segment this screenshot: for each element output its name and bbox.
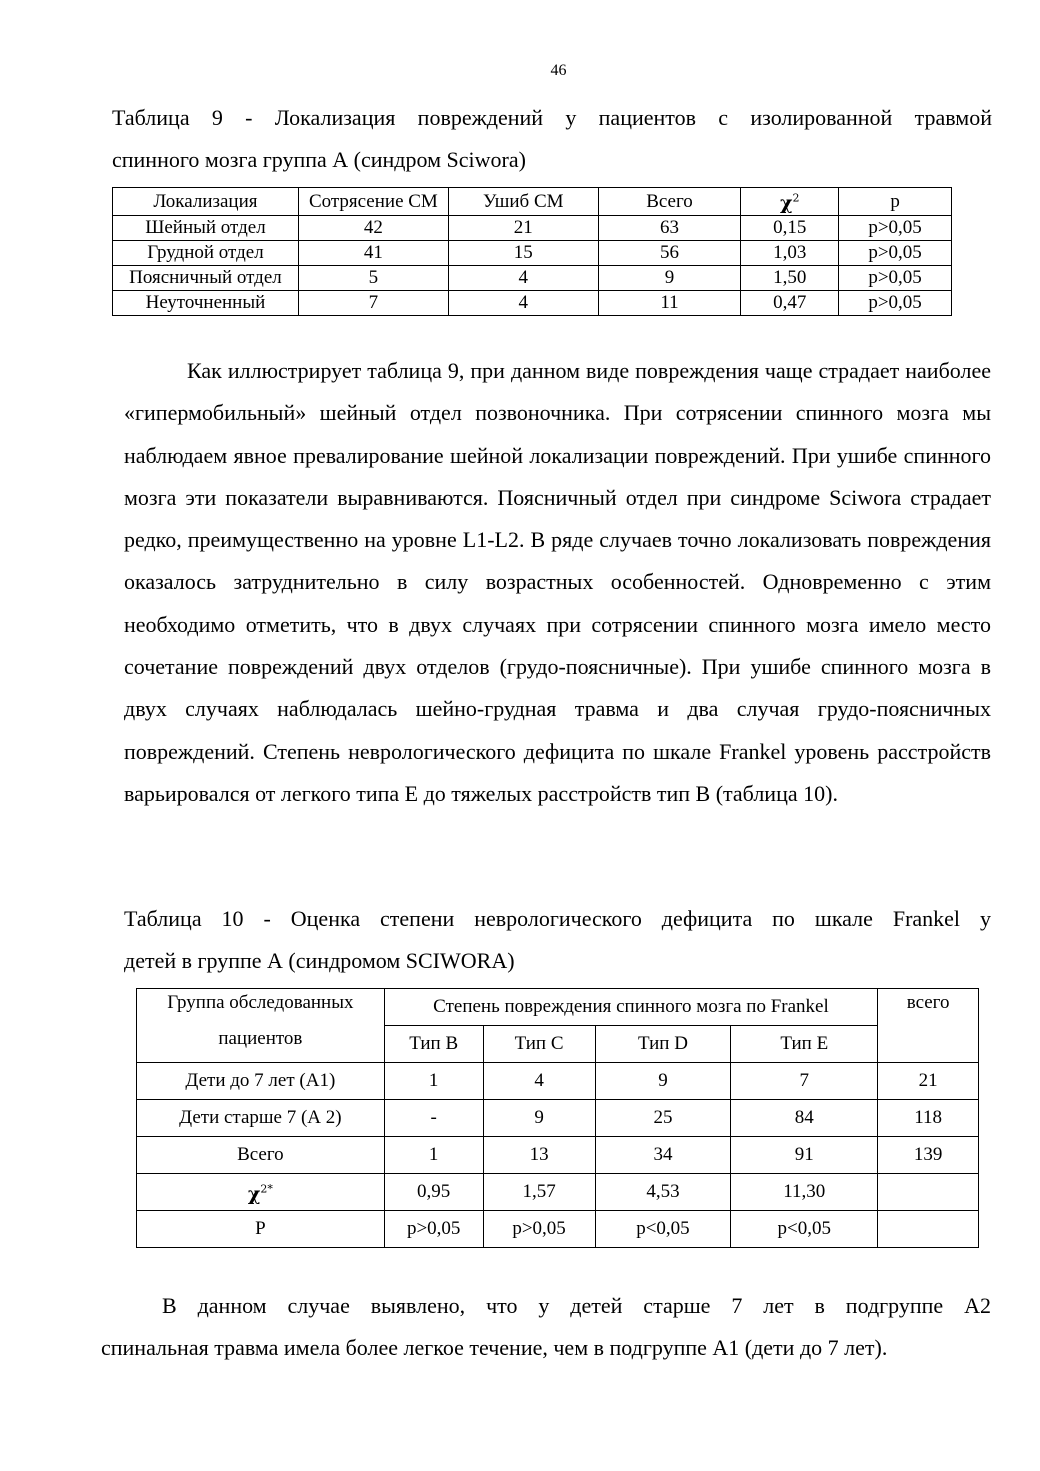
table9-header: Всего xyxy=(598,188,741,216)
table10-cell: p<0,05 xyxy=(595,1211,731,1248)
table9-cell: 0,47 xyxy=(741,291,839,316)
table10-type-header: Тип В xyxy=(384,1026,483,1063)
table9-cell: 4 xyxy=(448,291,598,316)
table10-cell: 11,30 xyxy=(731,1174,878,1211)
table9-cell: 1,03 xyxy=(741,241,839,266)
chi-symbol: $\chi^{2*}$ xyxy=(247,1182,273,1205)
table-row xyxy=(137,1100,979,1137)
table9-cell: Поясничный отдел xyxy=(113,266,299,291)
table9-cell: p>0,05 xyxy=(839,291,952,316)
table10-type-header: Тип Е xyxy=(731,1026,878,1063)
table9-header: p xyxy=(839,188,952,216)
table9-caption xyxy=(112,97,992,181)
body-paragraph-2 xyxy=(101,1285,991,1369)
paragraph2-line1: В данном случае выявлено, что у детей старше 7 лет в подгруппе А2 xyxy=(162,1293,991,1318)
table-row xyxy=(113,266,952,291)
table10-type-header: Тип D xyxy=(595,1026,731,1063)
table10-cell: 34 xyxy=(595,1137,731,1174)
table10-caption-line2: детей в группе А (синдромом SCIWORA) xyxy=(124,948,515,973)
table10-frankel-header: Степень повреждения спинного мозга по Frankel xyxy=(384,989,877,1026)
table9-caption-line1: Таблица 9 - Локализация повреждений у пациентов с изолированной травмой xyxy=(112,105,992,130)
table-row xyxy=(137,1137,979,1174)
table9-cell: 1,50 xyxy=(741,266,839,291)
table10-cell: - xyxy=(384,1100,483,1137)
table10-type-header: Тип С xyxy=(483,1026,595,1063)
table9 xyxy=(112,187,952,316)
table9-cell: Шейный отдел xyxy=(113,216,299,241)
table9-header: Сотрясение СМ xyxy=(298,188,448,216)
table10-cell: 139 xyxy=(878,1137,979,1174)
table10-cell xyxy=(878,1174,979,1211)
table10-cell: 118 xyxy=(878,1100,979,1137)
table10-total-header: всего xyxy=(878,989,979,1063)
table10-cell: 7 xyxy=(731,1063,878,1100)
table10-cell: 1,57 xyxy=(483,1174,595,1211)
table10-chi-row xyxy=(137,1174,979,1211)
table10-cell: Дети до 7 лет (А1) xyxy=(137,1063,385,1100)
table10-cell: 4,53 xyxy=(595,1174,731,1211)
table10-cell: p>0,05 xyxy=(483,1211,595,1248)
table10-cell: 0,95 xyxy=(384,1174,483,1211)
body-paragraph-1: Как иллюстрирует таблица 9, при данном виде повреждения чаще страдает наиболее «гипермобильный» шейный отдел позвоночника. При сотрясении спинного мозга мы наблюдаем явное превалирование шейной локализации повреждений. При ушибе спинного мозга эти показатели выравниваются. Поясничный отдел при синдроме Sciwora страдает редко, преимущественно на уровне L1-L2. В ряде случаев точно локализовать повреждения оказалось затруднительно в силу возрастных особенностей. Одновременно с этим необходимо отметить, что в двух случаях при сотрясении спинного мозга имело место сочетание повреждений двух отделов (грудо-поясничные). При ушибе спинного мозга в двух случаях наблюдалась шейно-грудная травма и два случая грудо-поясничных повреждений. Степень неврологического дефицита по шкале Frankel уровень расстройств варьировался от легкого типа Е до тяжелых расстройств тип В (таблица 10). xyxy=(124,358,991,806)
table9-cell: 7 xyxy=(298,291,448,316)
table9-caption-line2: спинного мозга группа А (синдром Sciwora) xyxy=(112,147,526,172)
table10-cell: 13 xyxy=(483,1137,595,1174)
table-row xyxy=(113,291,952,316)
table9-cell: 42 xyxy=(298,216,448,241)
table10-cell: 4 xyxy=(483,1063,595,1100)
table9-cell: 11 xyxy=(598,291,741,316)
table10-cell: 84 xyxy=(731,1100,878,1137)
paragraph2-line2: спинальная травма имела более легкое течение, чем в подгруппе А1 (дети до 7 лет). xyxy=(101,1335,888,1360)
table9-cell: p>0,05 xyxy=(839,266,952,291)
table9-header-chi xyxy=(741,188,839,216)
table10-chi-label xyxy=(137,1174,385,1211)
table10-cell: 9 xyxy=(595,1063,731,1100)
table-row xyxy=(137,1063,979,1100)
table9-header: Ушиб СМ xyxy=(448,188,598,216)
table9-cell: 21 xyxy=(448,216,598,241)
table10 xyxy=(136,988,979,1248)
table10-header-row xyxy=(137,989,979,1026)
table10-cell: 21 xyxy=(878,1063,979,1100)
page-number: 46 xyxy=(550,62,567,79)
table10-cell: 91 xyxy=(731,1137,878,1174)
table9-cell: 5 xyxy=(298,266,448,291)
table9-header-row xyxy=(113,188,952,216)
table9-cell: 0,15 xyxy=(741,216,839,241)
table10-cell xyxy=(878,1211,979,1248)
table10-cell: p<0,05 xyxy=(731,1211,878,1248)
table10-cell: 25 xyxy=(595,1100,731,1137)
table9-cell: p>0,05 xyxy=(839,216,952,241)
table9-cell: p>0,05 xyxy=(839,241,952,266)
table10-cell: Дети старше 7 (А 2) xyxy=(137,1100,385,1137)
table10-cell: 1 xyxy=(384,1063,483,1100)
table9-cell: Грудной отдел xyxy=(113,241,299,266)
table10-p-label: Р xyxy=(137,1211,385,1248)
table9-cell: 63 xyxy=(598,216,741,241)
table10-cell: 9 xyxy=(483,1100,595,1137)
table9-cell: 41 xyxy=(298,241,448,266)
table10-cell: 1 xyxy=(384,1137,483,1174)
table10-cell: Всего xyxy=(137,1137,385,1174)
table9-cell: Неуточненный xyxy=(113,291,299,316)
table10-caption-line1: Таблица 10 - Оценка степени неврологического дефицита по шкале Frankel у xyxy=(124,906,991,931)
table9-cell: 56 xyxy=(598,241,741,266)
table10-cell: p>0,05 xyxy=(384,1211,483,1248)
chi-symbol: $\chi^2$ xyxy=(779,192,800,215)
table10-caption xyxy=(124,898,991,982)
table-row xyxy=(113,216,952,241)
table9-cell: 4 xyxy=(448,266,598,291)
table9-header: Локализация xyxy=(113,188,299,216)
table9-cell: 9 xyxy=(598,266,741,291)
table-row xyxy=(113,241,952,266)
table9-cell: 15 xyxy=(448,241,598,266)
table10-group-header: Группа обследованных пациентов xyxy=(137,989,385,1063)
table10-p-row xyxy=(137,1211,979,1248)
